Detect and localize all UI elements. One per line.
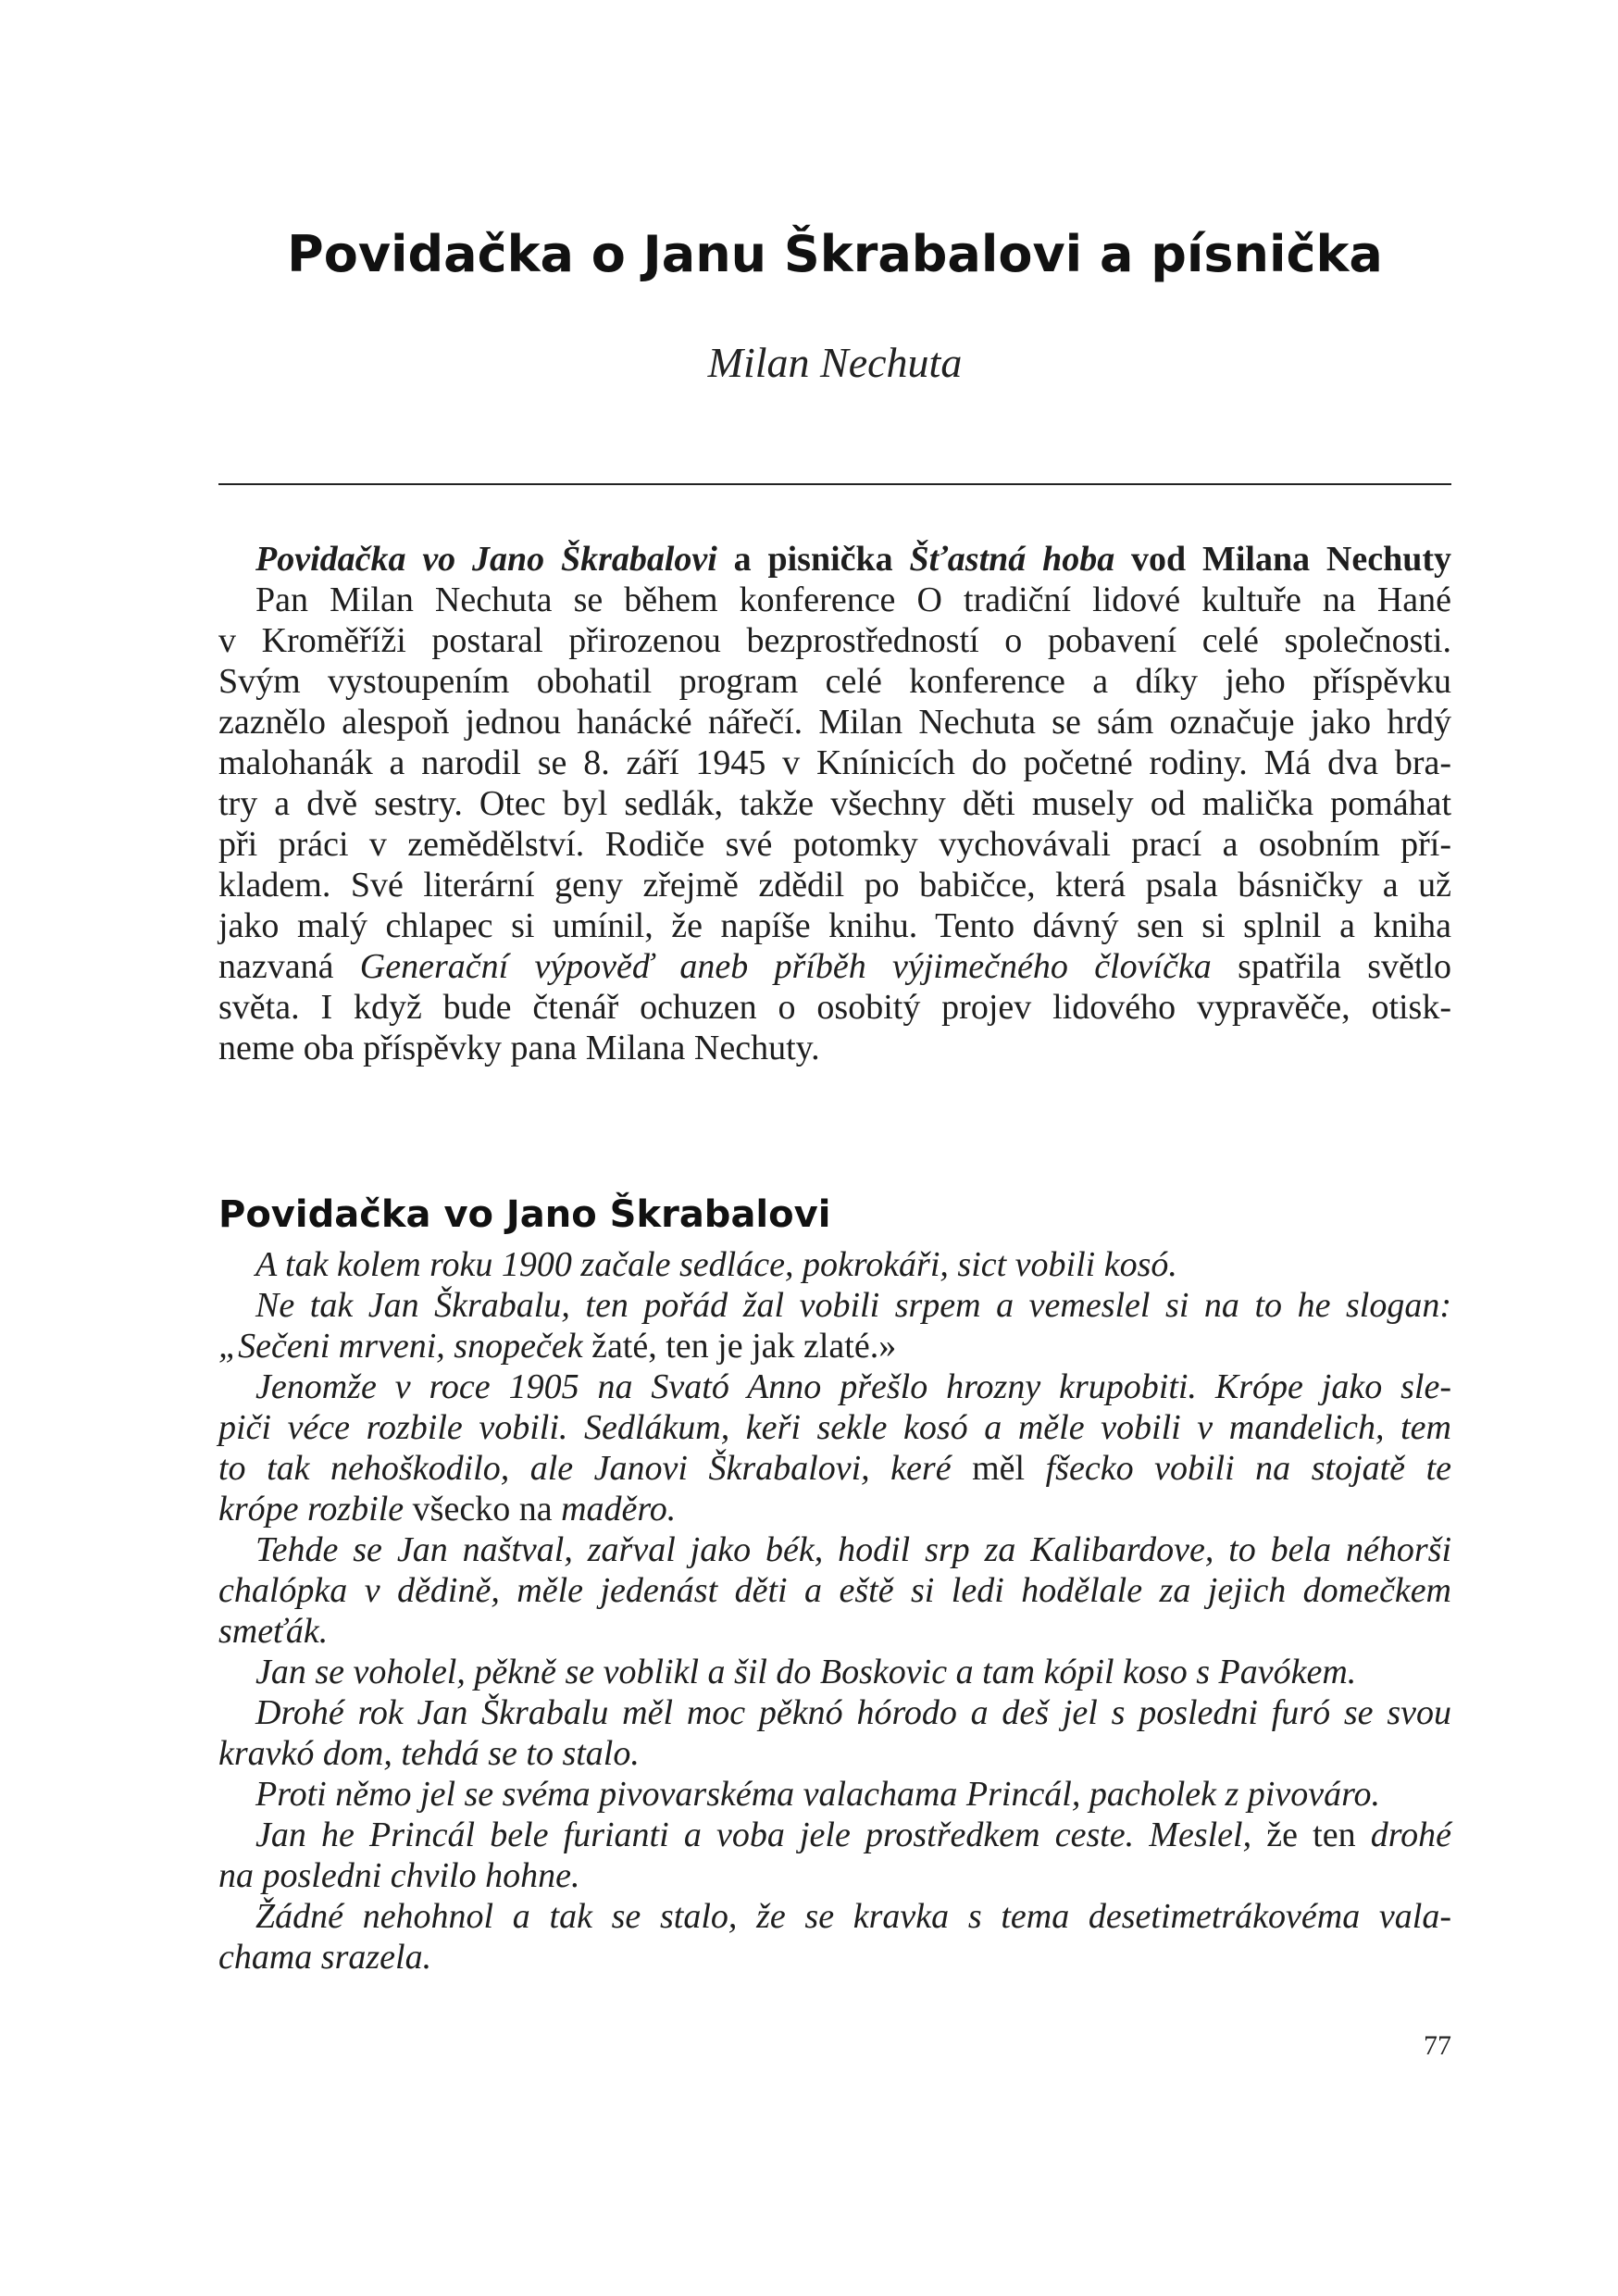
story-line: piči véce rozbile vobili. Sedlákum, keři sekle kosó a měle vobili v mandelich, tem: [218, 1408, 1451, 1447]
story-line: Proti němo jel se svéma pivovarskéma valachama Princál, pacholek z pivováro.: [255, 1775, 1380, 1814]
story-line: Tehde se Jan naštval, zařval jako bék, hodil srp za Kalibardove, to bela néhorši: [255, 1530, 1451, 1569]
horizontal-divider: [218, 483, 1451, 485]
intro-line: zaznělo alespoň jednou hanácké nářečí. Milan Nechuta se sám označuje jako hrdý: [218, 703, 1451, 742]
intro-line: světa. I když bude čtenář ochuzen o osobitý projev lidového vypravěče, otisk-: [218, 988, 1451, 1027]
story-line: chalópka v dědině, měle jedenást děti a eště si ledi hodělale za jejich domečkem: [218, 1571, 1451, 1610]
book-title: Generační výpověď aneb příběh výjimečného človíčka: [359, 947, 1212, 986]
intro-line: kladem. Své literární geny zřejmě zdědil po babičce, která psala básničky a už: [218, 866, 1451, 905]
story-line: „Sečeni mrveni, snopeček žaté, ten je jak zlaté.»: [218, 1327, 897, 1366]
intro-line: Svým vystoupením obohatil program celé konference a díky jeho příspěvku: [218, 662, 1451, 701]
intro-line: Pan Milan Nechuta se během konference O tradiční lidové kultuře na Hané: [255, 580, 1451, 619]
story-line: Jenomže v roce 1905 na Svató Anno přešlo hrozny krupobiti. Krópe jako sle-: [255, 1367, 1451, 1406]
intro-line: try a dvě sestry. Otec byl sedlák, takže všechny děti musely od malička pomáhat: [218, 784, 1451, 823]
story-line: na posledni chvilo hohne.: [218, 1856, 580, 1895]
story-line: króре rozbile všecko na maděro.: [218, 1490, 677, 1529]
story-line: chama srazela.: [218, 1938, 432, 1977]
intro-line: Povidačka vo Jano Škrabalovi a pisnička Šťastná hoba vod Milana Nechuty: [255, 540, 1451, 579]
intro-line: malohanák a narodil se 8. září 1945 v Knínicích do početné rodiny. Má dva bra-: [218, 743, 1451, 782]
author-name: Milan Nechuta: [707, 339, 963, 386]
intro-line: při práci v zemědělství. Rodiče své potomky vychovávali prací a osobním pří-: [218, 825, 1451, 864]
story-line: A tak kolem roku 1900 začale sedláce, pokrokáři, sict vobili kosó.: [255, 1245, 1177, 1284]
page-number: 77: [1424, 2030, 1451, 2061]
intro-paragraph: [218, 539, 1451, 1068]
story-line: Jan he Princál bele furianti a voba jele prostředkem ceste. Meslel, že ten drohé: [255, 1816, 1452, 1854]
intro-line: neme oba příspěvky pana Milana Nechuty.: [218, 1029, 820, 1067]
story-line: to tak nehoškodilo, ale Janovi Škrabalovi, keré měl fšecko vobili na stojatě te: [218, 1449, 1452, 1488]
page-title: Povidačka o Janu Škrabalovi a písnička: [287, 225, 1383, 283]
story-line: Drohé rok Jan Škrabalu měl moc pěknó hórodo a deš jel s posledni furó se svou: [255, 1693, 1451, 1732]
intro-line: v Kroměříži postaral přirozenou bezprostředností o pobavení celé společnosti.: [218, 621, 1451, 660]
intro-line: jako malý chlapec si umínil, že napíše knihu. Tento dávný sen si splnil a kniha: [218, 906, 1451, 945]
story-line: Ne tak Jan Škrabalu, ten pořád žal vobili srpem a vemeslel si na to he slogan:: [255, 1286, 1451, 1325]
story-line: Žádné nehohnol a tak se stalo, že se kravka s tema desetimetrákovéma vala-: [255, 1897, 1451, 1936]
story-line: kravkó dom, tehdá se to stalo.: [218, 1734, 640, 1773]
story-text: [218, 1244, 1451, 1978]
story-line: smeťák.: [218, 1612, 329, 1651]
section-heading: Povidačka vo Jano Škrabalovi: [218, 1193, 831, 1236]
intro-line: nazvaná Generační výpověď aneb příběh výjimečného človíčka spatřila světlo: [218, 947, 1451, 986]
story-line: Jan se voholel, pěkně se voblikl a šil do Boskovic a tam kópil koso s Pavókem.: [255, 1653, 1357, 1691]
